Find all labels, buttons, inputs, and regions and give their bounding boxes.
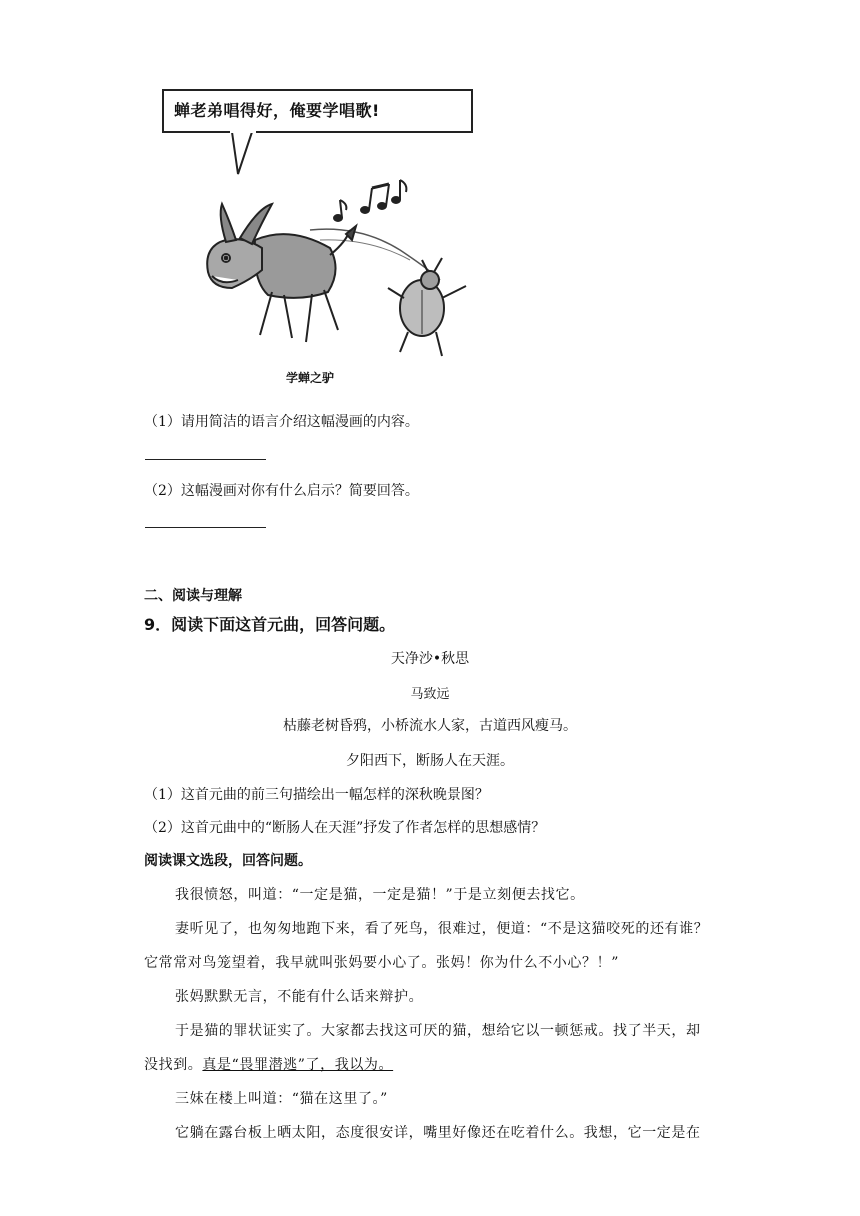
donkey-figure [207, 204, 356, 342]
poem-line-1: 枯藤老树昏鸦，小桥流水人家，古道西风瘦马。 [283, 718, 577, 734]
passage-paragraph-4-line-1: 于是猫的罪状证实了。大家都去找这可厌的猫，想给它以一顿惩戒。找了半天，却 [175, 1023, 701, 1039]
passage-plain-text: 没找到。 [144, 1057, 203, 1073]
q8-answer-line-2[interactable] [145, 527, 266, 528]
comic-caption: 学蝉之驴 [286, 371, 335, 385]
poem-author: 马致远 [410, 687, 450, 702]
passage-paragraph-6: 它躺在露台板上晒太阳，态度很安详，嘴里好像还在吃着什么。我想，它一定是在 [175, 1125, 701, 1141]
passage-paragraph-2-line-2: 它常常对鸟笼望着，我早就叫张妈要小心了。张妈！你为什么不小心？！” [144, 955, 619, 971]
passage-paragraph-5: 三妹在楼上叫道：“猫在这里了。” [175, 1091, 388, 1107]
music-notes-icon [334, 180, 406, 221]
q9-sub2: （2）这首元曲中的“断肠人在天涯”抒发了作者怎样的思想感情？ [144, 820, 546, 836]
poem-line-2: 夕阳西下，断肠人在天涯。 [346, 753, 514, 769]
donkey-cicada-comic-image [160, 130, 490, 370]
cicada-figure [388, 258, 466, 356]
q8-answer-line-1[interactable] [145, 459, 266, 460]
q8-sub1: （1）请用简洁的语言介绍这幅漫画的内容。 [144, 414, 419, 430]
q9-sub1: （1）这首元曲的前三句描绘出一幅怎样的深秋晚景图？ [144, 787, 489, 803]
underlined-sentence: 真是“畏罪潜逃”了，我以为。 [202, 1057, 394, 1073]
passage-paragraph-3: 张妈默默无言，不能有什么话来辩护。 [175, 989, 424, 1005]
poem-title: 天净沙•秋思 [390, 651, 470, 667]
speech-bubble-text: 蝉老弟唱得好，俺要学唱歌! [174, 101, 380, 120]
q9-title: 9．阅读下面这首元曲，回答问题。 [144, 615, 396, 634]
passage-paragraph-2-line-1: 妻听见了，也匆匆地跑下来，看了死鸟，很难过，便道：“不是这猫咬死的还有谁？ [175, 921, 709, 937]
passage-paragraph-4-line-2 [144, 1054, 393, 1074]
passage-paragraph-1: 我很愤怒，叫道：“一定是猫，一定是猫！”于是立刻便去找它。 [175, 887, 585, 903]
q8-sub2: （2）这幅漫画对你有什么启示？简要回答。 [144, 483, 419, 499]
reading-title: 阅读课文选段，回答问题。 [144, 853, 312, 869]
section-title: 二、阅读与理解 [144, 588, 242, 604]
